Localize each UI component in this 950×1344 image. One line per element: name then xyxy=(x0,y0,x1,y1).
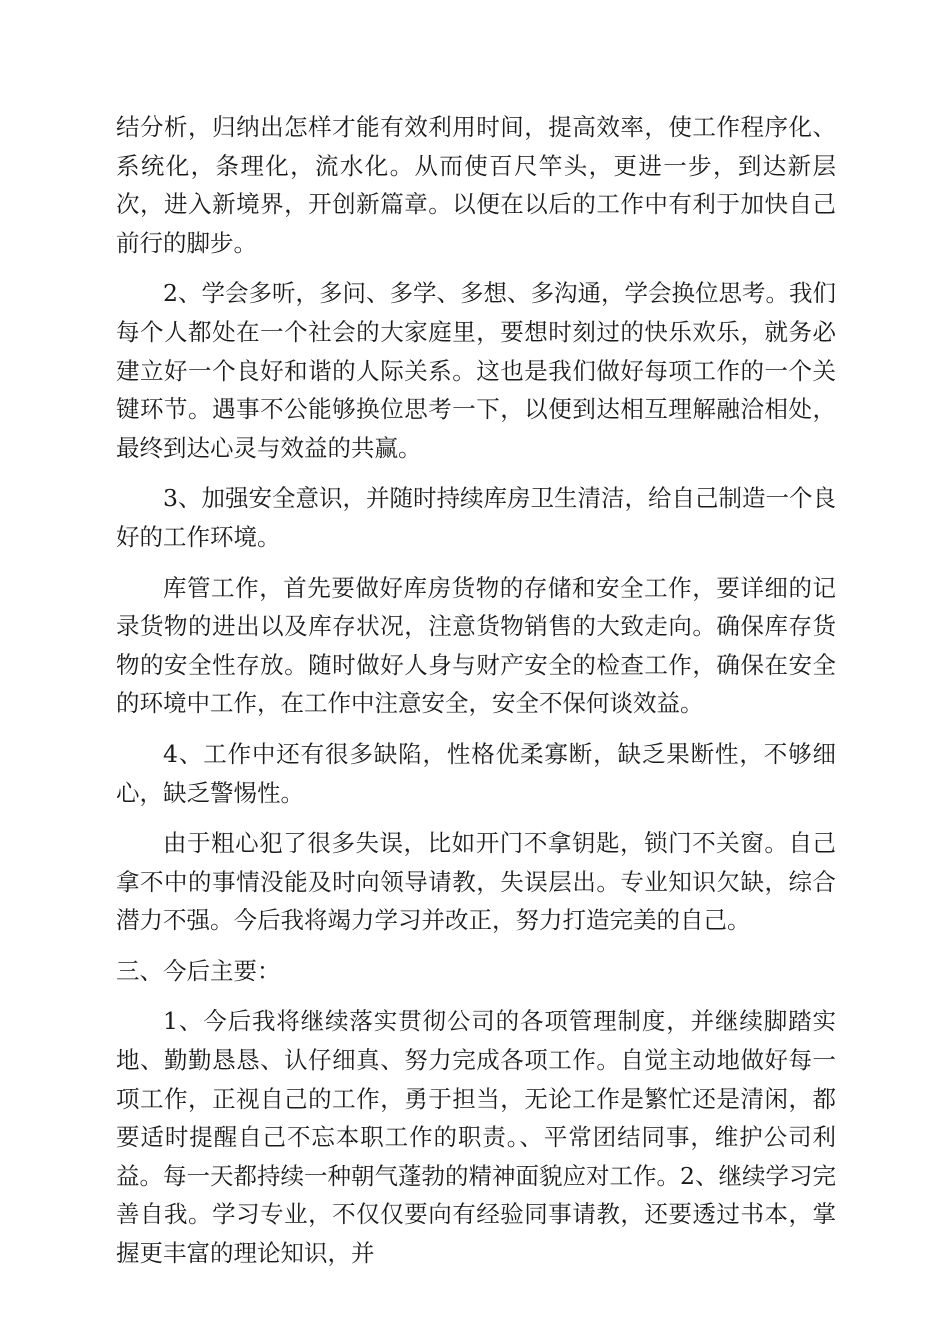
section-heading: 三、今后主要： xyxy=(116,956,281,985)
document-body xyxy=(116,108,836,1285)
paragraph-item-2: 2、学会多听，多问、多学、多想、多沟通，学会换位思考。我们每个人都处在一个社会的大家庭里，要想时刻过的快乐欢乐，就务必建立好一个良好和谐的人际关系。这也是我们做好每项工作的一个关键环节。遇事不公能够换位思考一下，以便到达相互理解融洽相处，最终到达心灵与效益的共赢。 xyxy=(116,279,836,462)
paragraph-mistakes: 由于粗心犯了很多失误，比如开门不拿钥匙，锁门不关窗。自己拿不中的事情没能及时向领导请教，失误层出。专业知识欠缺，综合潜力不强。今后我将竭力学习并改正，努力打造完美的自己。 xyxy=(116,829,836,935)
paragraph-item-4: 4、工作中还有很多缺陷，性格优柔寡断，缺乏果断性，不够细心，缺乏警惕性。 xyxy=(116,739,836,807)
paragraph-item-3: 3、加强安全意识，并随时持续库房卫生清洁，给自己制造一个良好的工作环境。 xyxy=(116,484,836,551)
paragraph-warehouse-work: 库管工作，首先要做好库房货物的存储和安全工作，要详细的记录货物的进出以及库存状况，注意货物销售的大致走向。确保库存货物的安全性存放。随时做好人身与财产安全的检查工作，确保在安全的环境中工作，在工作中注意安全，安全不保何谈效益。 xyxy=(116,573,836,718)
paragraph-future-plan: 1、今后我将继续落实贯彻公司的各项管理制度，并继续脚踏实地、勤勤恳恳、认仔细真、努力完成各项工作。自觉主动地做好每一项工作，正视自己的工作，勇于担当，无论工作是繁忙还是清闲，都要适时提醒自己不忘本职工作的职责。、平常团结同事，维护公司利益。每一天都持续一种朝气蓬勃的精神面貌应对工作。2、继续学习完善自我。学习专业，不仅仅要向有经验同事请教，还要透过书本，掌握更丰富的理论知识，并 xyxy=(116,1007,836,1268)
paragraph-continuation: 结分析，归纳出怎样才能有效利用时间，提高效率，使工作程序化、系统化，条理化，流水化。从而使百尺竿头，更进一步，到达新层次，进入新境界，开创新篇章。以便在以后的工作中有利于加快自己前行的脚步。 xyxy=(116,113,836,257)
